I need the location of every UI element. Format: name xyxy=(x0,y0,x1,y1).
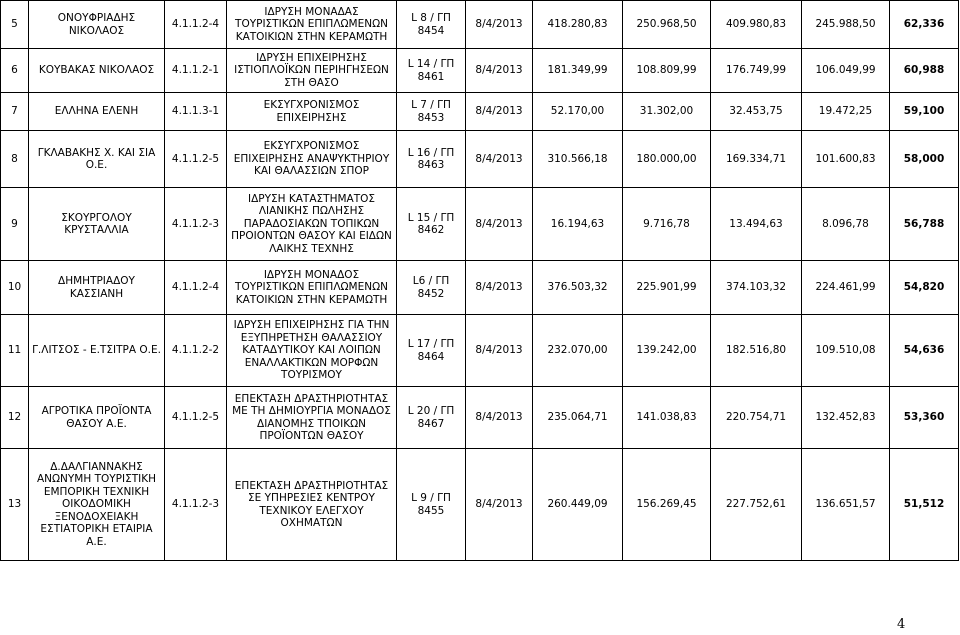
action-title: ΕΚΣΥΓΧΡΟΝΙΣΜΟΣ ΕΠΙΧΕΙΡΗΣΗΣ xyxy=(227,93,397,131)
protocol-ref: L 7 / ΓΠ 8453 xyxy=(397,93,466,131)
score-value: 58,000 xyxy=(890,131,959,188)
table-row xyxy=(1,93,959,131)
submission-date: 8/4/2013 xyxy=(466,93,533,131)
submission-date: 8/4/2013 xyxy=(466,449,533,561)
beneficiary-name: Δ.ΔΑΛΓΙΑΝΝΑΚΗΣ ΑΝΩΝΥΜΗ ΤΟΥΡΙΣΤΙΚΗ ΕΜΠΟΡΙΚΗ ΤΕΧΝΙΚΗ ΟΙΚΟΔΟΜΙΚΗ ΞΕΝΟΔΟΧΕΙΑΚΗ ΕΣΤΙΑΤΟΡΙΚΗ ΕΤΑΙΡΙΑ Α.Ε. xyxy=(29,449,165,561)
measure-code: 4.1.1.2-1 xyxy=(165,49,227,93)
table-row xyxy=(1,449,959,561)
row-number: 9 xyxy=(1,188,29,261)
action-title: ΕΠΕΚΤΑΣΗ ΔΡΑΣΤΗΡΙΟΤΗΤΑΣ ΜΕ ΤΗ ΔΗΜΙΟΥΡΓΙΑ ΜΟΝΑΔΟΣ ΔΙΑΝΟΜΗΣ ΤΠΟΙΚΩΝ ΠΡΟΪΟΝΤΩΝ ΘΑΣΟΥ xyxy=(227,387,397,449)
budget-amount: 260.449,09 xyxy=(533,449,623,561)
table-row xyxy=(1,1,959,49)
row-number: 7 xyxy=(1,93,29,131)
table-row xyxy=(1,131,959,188)
protocol-ref: L 16 / ΓΠ 8463 xyxy=(397,131,466,188)
measure-code: 4.1.1.2-4 xyxy=(165,1,227,49)
budget-amount: 181.349,99 xyxy=(533,49,623,93)
measure-code: 4.1.1.2-5 xyxy=(165,387,227,449)
table-row xyxy=(1,315,959,387)
public-expenditure: 220.754,71 xyxy=(711,387,802,449)
score-value: 51,512 xyxy=(890,449,959,561)
submission-date: 8/4/2013 xyxy=(466,131,533,188)
row-number: 12 xyxy=(1,387,29,449)
public-expenditure: 227.752,61 xyxy=(711,449,802,561)
budget-amount: 52.170,00 xyxy=(533,93,623,131)
score-value: 60,988 xyxy=(890,49,959,93)
protocol-ref: L 9 / ΓΠ 8455 xyxy=(397,449,466,561)
public-expenditure: 374.103,32 xyxy=(711,261,802,315)
budget-amount: 16.194,63 xyxy=(533,188,623,261)
row-number: 6 xyxy=(1,49,29,93)
protocol-ref: L 17 / ΓΠ 8464 xyxy=(397,315,466,387)
row-number: 10 xyxy=(1,261,29,315)
beneficiary-name: ΕΛΛΗΝΑ ΕΛΕΝΗ xyxy=(29,93,165,131)
budget-amount: 310.566,18 xyxy=(533,131,623,188)
action-title: ΙΔΡΥΣΗ ΕΠΙΧΕΙΡΗΣΗΣ ΓΙΑ ΤΗΝ ΕΞΥΠΗΡΕΤΗΣΗ ΘΑΛΑΣΣΙΟΥ ΚΑΤΑΔΥΤΙΚΟΥ ΚΑΙ ΛΟΙΠΩΝ ΕΝΑΛΛΑΚΤΙΚΩΝ ΜΟΡΦΩΝ ΤΟΥΡΙΣΜΟΥ xyxy=(227,315,397,387)
eligible-amount: 156.269,45 xyxy=(623,449,711,561)
measure-code: 4.1.1.2-3 xyxy=(165,449,227,561)
budget-amount: 376.503,32 xyxy=(533,261,623,315)
action-title: ΙΔΡΥΣΗ ΜΟΝΑΔΑΣ ΤΟΥΡΙΣΤΙΚΩΝ ΕΠΙΠΛΩΜΕΝΩΝ ΚΑΤΟΙΚΙΩΝ ΣΤΗΝ ΚΕΡΑΜΩΤΗ xyxy=(227,1,397,49)
own-contribution: 101.600,83 xyxy=(802,131,890,188)
public-expenditure: 182.516,80 xyxy=(711,315,802,387)
score-value: 53,360 xyxy=(890,387,959,449)
submission-date: 8/4/2013 xyxy=(466,261,533,315)
own-contribution: 245.988,50 xyxy=(802,1,890,49)
submission-date: 8/4/2013 xyxy=(466,315,533,387)
own-contribution: 109.510,08 xyxy=(802,315,890,387)
eligible-amount: 31.302,00 xyxy=(623,93,711,131)
protocol-ref: L 20 / ΓΠ 8467 xyxy=(397,387,466,449)
beneficiary-name: ΣΚΟΥΡΓΟΛΟΥ ΚΡΥΣΤΑΛΛΙΑ xyxy=(29,188,165,261)
submission-date: 8/4/2013 xyxy=(466,49,533,93)
eligible-amount: 108.809,99 xyxy=(623,49,711,93)
measure-code: 4.1.1.2-3 xyxy=(165,188,227,261)
own-contribution: 136.651,57 xyxy=(802,449,890,561)
action-title: ΕΚΣΥΓΧΡΟΝΙΣΜΟΣ ΕΠΙΧΕΙΡΗΣΗΣ ΑΝΑΨΥΚΤΗΡΙΟΥ ΚΑΙ ΘΑΛΑΣΣΙΩΝ ΣΠΟΡ xyxy=(227,131,397,188)
beneficiary-name: ΓΚΛΑΒΑΚΗΣ Χ. ΚΑΙ ΣΙΑ Ο.Ε. xyxy=(29,131,165,188)
beneficiary-name: ΚΟΥΒΑΚΑΣ ΝΙΚΟΛΑΟΣ xyxy=(29,49,165,93)
row-number: 8 xyxy=(1,131,29,188)
own-contribution: 8.096,78 xyxy=(802,188,890,261)
own-contribution: 132.452,83 xyxy=(802,387,890,449)
table-row xyxy=(1,261,959,315)
beneficiary-name: ΑΓΡΟΤΙΚΑ ΠΡΟΪΟΝΤΑ ΘΑΣΟΥ Α.Ε. xyxy=(29,387,165,449)
score-value: 54,636 xyxy=(890,315,959,387)
eligible-amount: 180.000,00 xyxy=(623,131,711,188)
public-expenditure: 169.334,71 xyxy=(711,131,802,188)
score-value: 62,336 xyxy=(890,1,959,49)
eligible-amount: 250.968,50 xyxy=(623,1,711,49)
submission-date: 8/4/2013 xyxy=(466,387,533,449)
own-contribution: 224.461,99 xyxy=(802,261,890,315)
budget-amount: 232.070,00 xyxy=(533,315,623,387)
table-row xyxy=(1,188,959,261)
measure-code: 4.1.1.3-1 xyxy=(165,93,227,131)
public-expenditure: 32.453,75 xyxy=(711,93,802,131)
row-number: 13 xyxy=(1,449,29,561)
beneficiary-name: ΔΗΜΗΤΡΙΑΔΟΥ ΚΑΣΣΙΑΝΗ xyxy=(29,261,165,315)
eligible-amount: 225.901,99 xyxy=(623,261,711,315)
score-value: 54,820 xyxy=(890,261,959,315)
table-body xyxy=(1,1,959,561)
eligible-amount: 141.038,83 xyxy=(623,387,711,449)
protocol-ref: L 15 / ΓΠ 8462 xyxy=(397,188,466,261)
page-number: 4 xyxy=(897,617,906,632)
table-row xyxy=(1,387,959,449)
eligible-amount: 9.716,78 xyxy=(623,188,711,261)
budget-amount: 418.280,83 xyxy=(533,1,623,49)
action-title: ΕΠΕΚΤΑΣΗ ΔΡΑΣΤΗΡΙΟΤΗΤΑΣ ΣΕ ΥΠΗΡΕΣΙΕΣ ΚΕΝΤΡΟΥ ΤΕΧΝΙΚΟΥ ΕΛΕΓΧΟΥ ΟΧΗΜΑΤΩΝ xyxy=(227,449,397,561)
action-title: ΙΔΡΥΣΗ ΜΟΝΑΔΟΣ ΤΟΥΡΙΣΤΙΚΩΝ ΕΠΙΠΛΩΜΕΝΩΝ ΚΑΤΟΙΚΙΩΝ ΣΤΗΝ ΚΕΡΑΜΩΤΗ xyxy=(227,261,397,315)
budget-amount: 235.064,71 xyxy=(533,387,623,449)
measure-code: 4.1.1.2-2 xyxy=(165,315,227,387)
action-title: ΙΔΡΥΣΗ ΚΑΤΑΣΤΗΜΑΤΟΣ ΛΙΑΝΙΚΗΣ ΠΩΛΗΣΗΣ ΠΑΡΑΔΟΣΙΑΚΩΝ ΤΟΠΙΚΩΝ ΠΡΟΙΟΝΤΩΝ ΘΑΣΟΥ ΚΑΙ ΕΙΔΩΝ ΛΑΙΚΗΣ ΤΕΧΝΗΣ xyxy=(227,188,397,261)
public-expenditure: 176.749,99 xyxy=(711,49,802,93)
submission-date: 8/4/2013 xyxy=(466,188,533,261)
row-number: 11 xyxy=(1,315,29,387)
measure-code: 4.1.1.2-5 xyxy=(165,131,227,188)
protocol-ref: L6 / ΓΠ 8452 xyxy=(397,261,466,315)
beneficiary-name: ΟΝΟΥΦΡΙΑΔΗΣ ΝΙΚΟΛΑΟΣ xyxy=(29,1,165,49)
public-expenditure: 13.494,63 xyxy=(711,188,802,261)
score-value: 59,100 xyxy=(890,93,959,131)
submission-date: 8/4/2013 xyxy=(466,1,533,49)
beneficiary-name: Γ.ΛΙΤΣΟΣ - Ε.ΤΣΙΤΡΑ Ο.Ε. xyxy=(29,315,165,387)
table-row xyxy=(1,49,959,93)
protocol-ref: L 8 / ΓΠ 8454 xyxy=(397,1,466,49)
protocol-ref: L 14 / ΓΠ 8461 xyxy=(397,49,466,93)
eligible-amount: 139.242,00 xyxy=(623,315,711,387)
measure-code: 4.1.1.2-4 xyxy=(165,261,227,315)
own-contribution: 19.472,25 xyxy=(802,93,890,131)
public-expenditure: 409.980,83 xyxy=(711,1,802,49)
row-number: 5 xyxy=(1,1,29,49)
action-title: ΙΔΡΥΣΗ ΕΠΙΧΕΙΡΗΣΗΣ ΙΣΤΙΟΠΛΟΪΚΩΝ ΠΕΡΙΗΓΗΣΕΩΝ ΣΤΗ ΘΑΣΟ xyxy=(227,49,397,93)
own-contribution: 106.049,99 xyxy=(802,49,890,93)
score-value: 56,788 xyxy=(890,188,959,261)
